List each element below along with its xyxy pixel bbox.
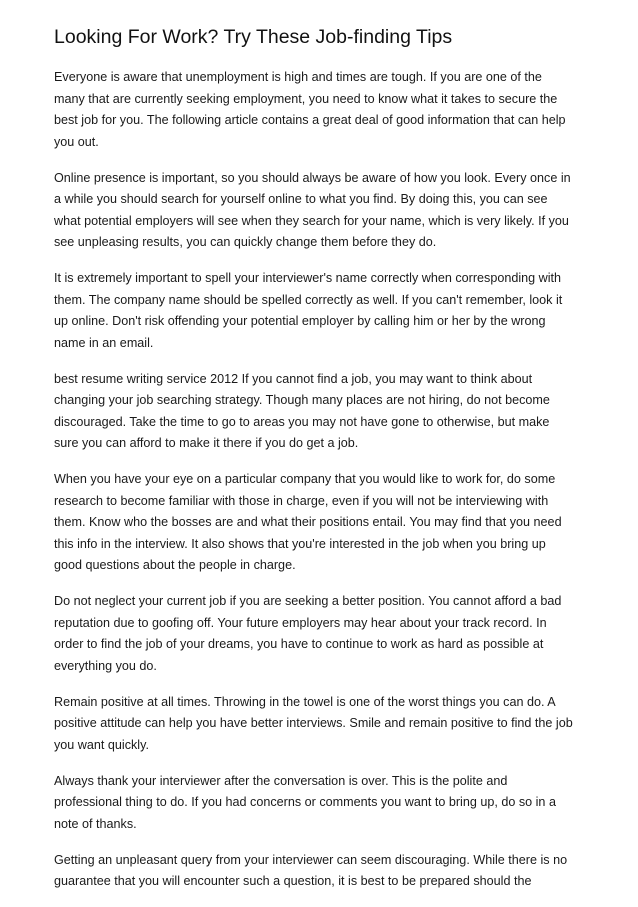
text-line: reputation due to goofing off. Your future employers may hear about your track record. In [54, 615, 547, 630]
text-line: this info in the interview. It also shows that you're interested in the job when you bring up [54, 536, 546, 551]
paragraph [54, 168, 590, 254]
text-line: Getting an unpleasant query from your interviewer can seem discouraging. While there is no [54, 852, 568, 867]
text-line: guarantee that you will encounter such a question, it is best to be prepared should the [54, 874, 532, 888]
text-line: research to become familiar with those in charge, even if you will not be interviewing with [54, 493, 549, 508]
text-line: Do not neglect your current job if you are seeking a better position. You cannot afford a bad [54, 594, 562, 608]
document-page [54, 24, 590, 907]
text-line: order to find the job of your dreams, you have to continue to work as hard as possible at [54, 637, 544, 651]
text-line: everything you do. [54, 658, 157, 673]
text-line: them. The company name should be spelled correctly as well. If you can't remember, look it [54, 292, 563, 307]
text-line: up online. Don't risk offending your potential employer by calling him or her by the wrong [54, 314, 546, 328]
text-line: best job for you. The following article contains a great deal of good information that can help [54, 113, 566, 127]
text-line: positive attitude can help you have better interviews. Smile and remain positive to find the job [54, 716, 573, 730]
paragraph [54, 67, 590, 153]
paragraph [54, 369, 590, 455]
text-line: It is extremely important to spell your interviewer's name correctly when corresponding with [54, 271, 562, 285]
text-line: best resume writing service 2012 If you cannot find a job, you may want to think about [54, 371, 533, 386]
text-line: note of thanks. [54, 816, 137, 831]
text-line: name in an email. [54, 335, 154, 350]
paragraph [54, 268, 590, 354]
text-line: you out. [54, 134, 99, 149]
text-line: sure you can afford to make it there if you do get a job. [54, 436, 359, 450]
text-line: them. Know who the bosses are and what their positions entail. You may find that you need [54, 515, 562, 529]
text-line: When you have your eye on a particular company that you would like to work for, do some [54, 472, 556, 486]
paragraph [54, 692, 590, 757]
text-line: professional thing to do. If you had concerns or comments you want to bring up, do so in a [54, 795, 556, 809]
text-line: discouraged. Take the time to go to areas you may not have gone to otherwise, but make [54, 414, 550, 429]
text-line: see unpleasing results, you can quickly change them before they do. [54, 235, 437, 249]
paragraph [54, 771, 590, 836]
document-body [54, 67, 590, 893]
paragraph [54, 591, 590, 677]
text-line: what potential employers will see when they search for your name, which is very likely. If you [54, 213, 569, 228]
text-line: changing your job searching strategy. Though many places are not hiring, do not become [54, 393, 550, 407]
text-line: Remain positive at all times. Throwing in the towel is one of the worst things you can do. A [54, 694, 556, 709]
text-line: a while you should search for yourself online to what you find. By doing this, you can see [54, 192, 548, 206]
text-line: you want quickly. [54, 737, 149, 752]
text-line: good questions about the people in charge. [54, 558, 296, 572]
text-line: Everyone is aware that unemployment is high and times are tough. If you are one of the [54, 70, 542, 84]
paragraph [54, 469, 590, 577]
text-line: Online presence is important, so you should always be aware of how you look. Every once in [54, 170, 571, 185]
text-line: many that are currently seeking employment, you need to know what it takes to secure the [54, 91, 558, 106]
document-title: Looking For Work? Try These Job-finding Tips [54, 26, 453, 48]
text-line: Always thank your interviewer after the conversation is over. This is the polite and [54, 773, 508, 788]
paragraph [54, 850, 590, 893]
